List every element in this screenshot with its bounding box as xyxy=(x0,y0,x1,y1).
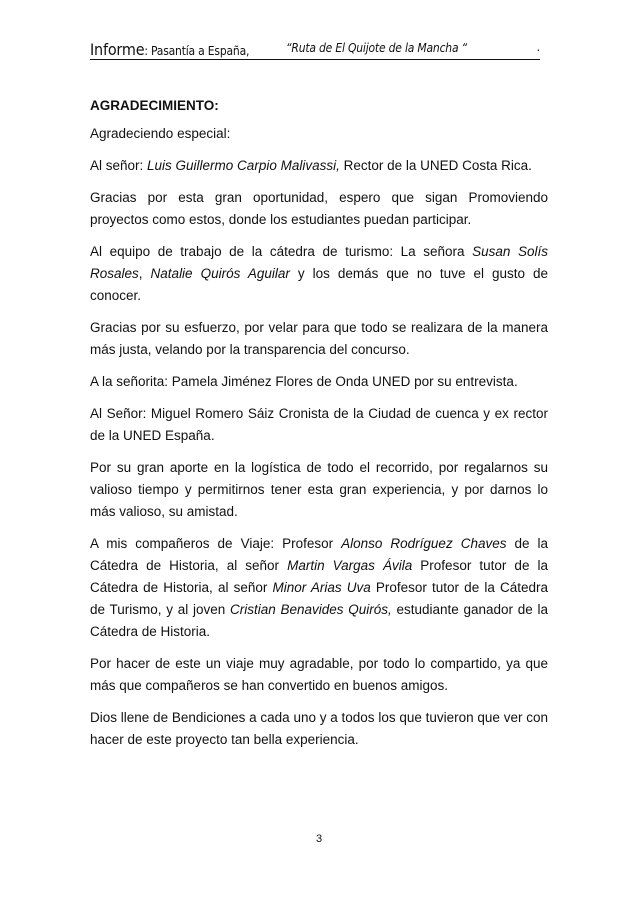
paragraph-text: Al equipo de trabajo de la cátedra de turismo: La señora xyxy=(90,244,473,259)
paragraph-text: Dios llene de Bendiciones a cada uno y a todos los que tuvieron que ver con hacer de este proyecto tan bella experiencia. xyxy=(90,710,548,747)
paragraph-text: estudiante ganador de la Cátedra de Historia. xyxy=(90,602,549,639)
paragraph-text: Por hacer de este un viaje muy agradable, por todo lo compartido, ya que más que compañeros se han convertido en buenos amigos. xyxy=(90,656,548,693)
header-report-title xyxy=(90,40,249,59)
italic-name-text: Natalie Quirós Aguilar xyxy=(150,266,290,281)
header-title-rest: : Pasantía a España, xyxy=(144,44,250,58)
paragraph-text: Profesor tutor de la Cátedra de Turismo, y al joven xyxy=(90,580,548,617)
body-paragraph xyxy=(90,403,548,447)
italic-name-text: Martin Vargas Ávila xyxy=(287,558,413,573)
body-paragraph xyxy=(90,187,548,231)
paragraph-text: de la Cátedra de Historia, al señor xyxy=(90,536,548,573)
body-paragraph xyxy=(90,317,548,361)
italic-name-text: Luis Guillermo Carpio Malivassi, xyxy=(147,158,340,173)
body-paragraph xyxy=(90,241,548,307)
paragraph-text: Profesor tutor de la Cátedra de Historia, al señor xyxy=(90,558,549,595)
body-paragraph xyxy=(90,371,548,393)
body-paragraph xyxy=(90,533,548,643)
body-paragraph xyxy=(90,457,548,523)
body-paragraph xyxy=(90,707,548,751)
paragraph-text: Al Señor: Miguel Romero Sáiz Cronista de la Ciudad de cuenca y ex rector de la UNED España. xyxy=(90,406,548,443)
italic-name-text: Susan Solís Rosales xyxy=(90,244,548,281)
italic-name-text: Cristian Benavides Quirós, xyxy=(229,602,392,617)
italic-name-text: Alonso Rodríguez Chaves xyxy=(341,536,507,551)
paragraph-text: A la señorita: Pamela Jiménez Flores de Onda UNED por su entrevista. xyxy=(90,374,518,389)
italic-name-text: Minor Arias Uva xyxy=(272,580,371,595)
paragraph-text: Agradeciendo especial: xyxy=(90,126,231,141)
header-end-mark: . xyxy=(536,40,540,54)
paragraph-text: , xyxy=(138,266,151,281)
body-paragraph xyxy=(90,155,548,177)
page-number: 3 xyxy=(315,833,323,845)
header-route-name: “Ruta de El Quijote de la Mancha “ xyxy=(286,41,467,55)
header-underline xyxy=(90,59,540,60)
document-body xyxy=(90,95,548,751)
paragraph-text: Al señor: xyxy=(90,158,148,173)
running-header xyxy=(90,40,548,60)
paragraph-text: A mis compañeros de Viaje: Profesor xyxy=(90,536,342,551)
body-paragraph xyxy=(90,123,548,145)
paragraph-text: Gracias por esta gran oportunidad, espero que sigan Promoviendo proyectos como estos, donde los estudiantes puedan participar. xyxy=(90,190,548,227)
paragraph-text: y los demás que no tuve el gusto de conocer. xyxy=(90,266,548,303)
header-title-word: Informe xyxy=(90,40,145,59)
body-paragraph xyxy=(90,653,548,697)
paragraph-text: Rector de la UNED Costa Rica. xyxy=(339,158,532,173)
section-heading: AGRADECIMIENTO: xyxy=(90,98,219,113)
paragraph-text: Gracias por su esfuerzo, por velar para que todo se realizara de la manera más justa, velando por la transparencia del concurso. xyxy=(90,320,548,357)
paragraph-text: Por su gran aporte en la logística de todo el recorrido, por regalarnos su valioso tiempo y permitirnos tener esta gran experiencia, y por darnos lo más valioso, su amistad. xyxy=(90,460,548,519)
